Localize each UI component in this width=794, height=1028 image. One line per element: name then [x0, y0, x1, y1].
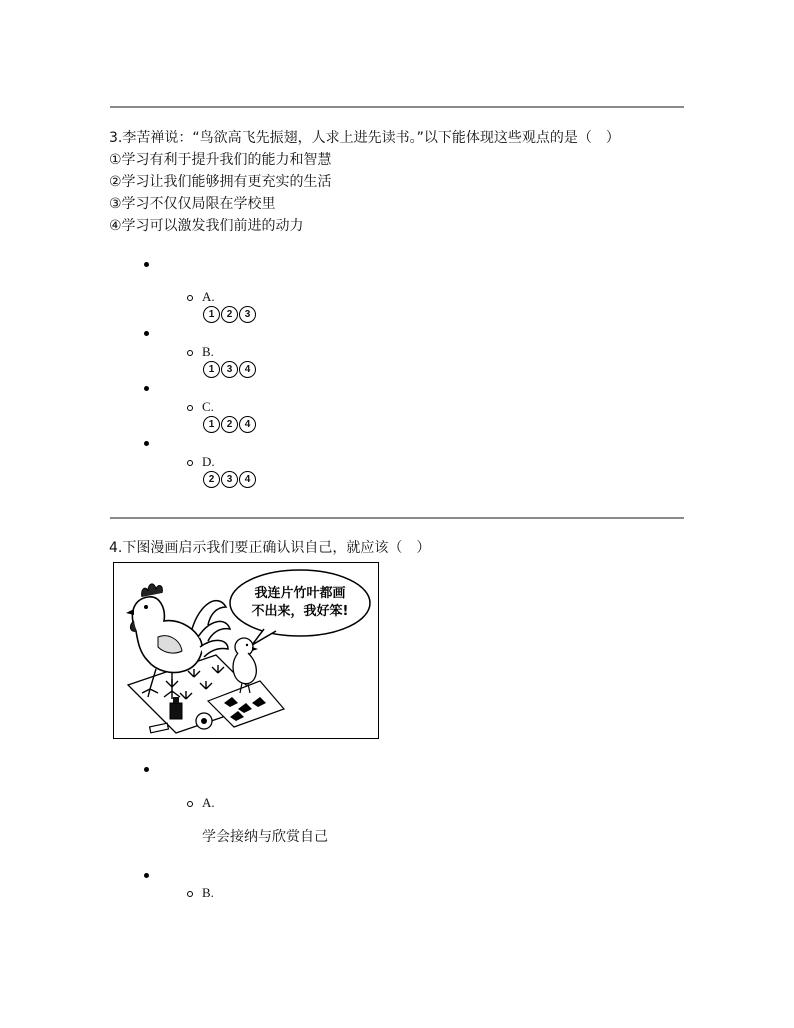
q3-option-d-answer[interactable] — [203, 471, 256, 488]
q4-option-a-letter[interactable]: A. — [202, 795, 215, 810]
q4-option-b-letter[interactable]: B. — [202, 885, 214, 900]
q4-stem: 4.下图漫画启示我们要正确认识自己，就应该（ ） — [109, 540, 431, 556]
q3-stem: 3.李苦禅说：“鸟欲高飞先振翅，人求上进先读书。”以下能体现这些观点的是（ ） — [109, 130, 620, 146]
q3-option-d-radio[interactable] — [187, 460, 193, 466]
circled-number: 2 — [203, 471, 220, 488]
circled-number: 1 — [203, 306, 220, 323]
q3-statement-3: ③学习不仅仅局限在学校里 — [109, 196, 276, 212]
circled-number: 3 — [239, 306, 256, 323]
circled-number: 4 — [239, 471, 256, 488]
q3-statement-2: ②学习让我们能够拥有更充实的生活 — [109, 174, 332, 190]
q4-option-b-radio[interactable] — [187, 891, 193, 897]
circled-number: 3 — [221, 361, 238, 378]
q4-cartoon-image — [113, 562, 379, 739]
q3-option-b-letter[interactable]: B. — [202, 344, 214, 359]
q3-option-a-letter[interactable]: A. — [202, 289, 215, 304]
circled-number: 2 — [221, 416, 238, 433]
chick-body — [233, 653, 256, 684]
q3-option-c-bullet — [144, 386, 149, 391]
q3-option-b-answer[interactable] — [203, 361, 256, 378]
q3-option-a-radio[interactable] — [187, 295, 193, 301]
q4-option-a-text[interactable]: 学会接纳与欣赏自己 — [202, 829, 328, 845]
ink-bottle — [170, 703, 182, 719]
cartoon-illustration — [114, 563, 377, 737]
q3-option-c-answer[interactable] — [203, 416, 256, 433]
divider-top — [110, 106, 684, 108]
q3-option-c-letter[interactable]: C. — [202, 399, 214, 414]
q3-option-b-bullet — [144, 331, 149, 336]
q3-option-a-answer[interactable] — [203, 306, 256, 323]
q3-option-d-letter[interactable]: D. — [202, 454, 215, 469]
circled-number: 2 — [221, 306, 238, 323]
rooster-body — [132, 597, 202, 673]
q3-option-d-bullet — [144, 441, 149, 446]
q3-option-b-radio[interactable] — [187, 350, 193, 356]
divider-middle — [110, 517, 684, 519]
speech-line-1: 我连片竹叶都画 — [254, 586, 346, 601]
q3-statement-4: ④学习可以激发我们前进的动力 — [109, 218, 304, 234]
speech-bubble — [230, 570, 370, 636]
q4-option-a-radio[interactable] — [187, 801, 193, 807]
q3-statement-1: ①学习有利于提升我们的能力和智慧 — [109, 152, 332, 168]
circled-number: 1 — [203, 416, 220, 433]
speech-line-2: 不出来，我好笨! — [251, 604, 349, 619]
q3-option-c-radio[interactable] — [187, 405, 193, 411]
circled-number: 4 — [239, 416, 256, 433]
circled-number: 1 — [203, 361, 220, 378]
paint-tube — [150, 723, 169, 733]
q4-option-a-bullet — [144, 767, 149, 772]
circled-number: 3 — [221, 471, 238, 488]
q3-option-a-bullet — [144, 262, 149, 267]
q4-option-b-bullet — [144, 873, 149, 878]
circled-number: 4 — [239, 361, 256, 378]
